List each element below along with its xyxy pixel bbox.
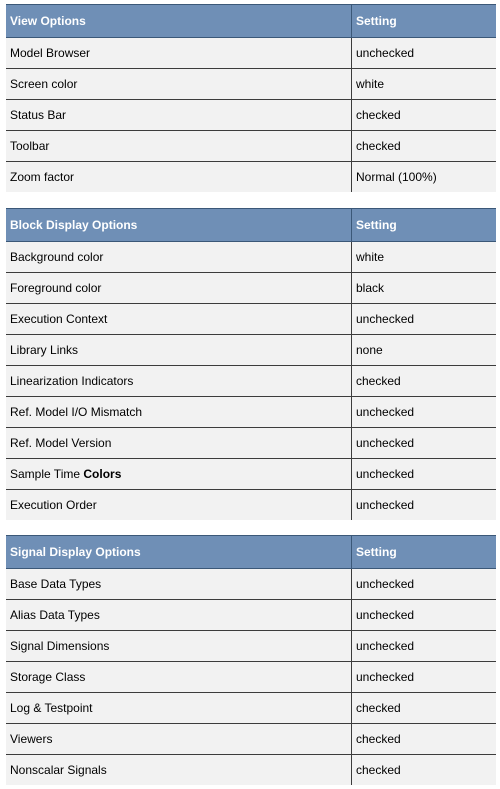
column-header-setting: Setting	[352, 5, 497, 38]
option-name: Ref. Model I/O Mismatch	[6, 397, 352, 428]
column-header-option: View Options	[6, 5, 352, 38]
option-name: Execution Context	[6, 304, 352, 335]
table-row	[6, 100, 496, 131]
option-name: Execution Order	[6, 490, 352, 521]
option-name: Log & Testpoint	[6, 693, 352, 724]
option-setting: checked	[352, 755, 497, 786]
option-setting: unchecked	[352, 569, 497, 600]
option-name: Viewers	[6, 724, 352, 755]
table-row	[6, 755, 496, 786]
option-setting: checked	[352, 724, 497, 755]
table-row	[6, 631, 496, 662]
table-row	[6, 273, 496, 304]
option-name-prefix: Sample Time	[10, 467, 84, 481]
table-row	[6, 662, 496, 693]
option-name: Ref. Model Version	[6, 428, 352, 459]
option-name: Model Browser	[6, 38, 352, 69]
table-row	[6, 569, 496, 600]
option-setting: Normal (100%)	[352, 162, 497, 193]
option-setting: unchecked	[352, 304, 497, 335]
table-row	[6, 335, 496, 366]
option-setting: unchecked	[352, 428, 497, 459]
option-name: Toolbar	[6, 131, 352, 162]
option-name: Foreground color	[6, 273, 352, 304]
option-setting: unchecked	[352, 397, 497, 428]
option-name: Zoom factor	[6, 162, 352, 193]
option-setting: unchecked	[352, 490, 497, 521]
option-name: Status Bar	[6, 100, 352, 131]
table-row	[6, 397, 496, 428]
table-row	[6, 490, 496, 521]
option-name: Linearization Indicators	[6, 366, 352, 397]
option-name: Signal Dimensions	[6, 631, 352, 662]
block-display-options-table	[6, 208, 496, 520]
option-setting: none	[352, 335, 497, 366]
option-setting: white	[352, 242, 497, 273]
option-name	[6, 459, 352, 490]
table-row	[6, 600, 496, 631]
table-row	[6, 459, 496, 490]
option-name: Alias Data Types	[6, 600, 352, 631]
option-setting: black	[352, 273, 497, 304]
table-row	[6, 131, 496, 162]
table-header-row	[6, 209, 496, 242]
table-row	[6, 69, 496, 100]
option-name: Base Data Types	[6, 569, 352, 600]
column-header-option: Block Display Options	[6, 209, 352, 242]
option-setting: unchecked	[352, 38, 497, 69]
table-row	[6, 242, 496, 273]
column-header-setting: Setting	[352, 209, 497, 242]
option-setting: unchecked	[352, 459, 497, 490]
table-row	[6, 724, 496, 755]
option-name: Library Links	[6, 335, 352, 366]
table-row	[6, 38, 496, 69]
option-name: Storage Class	[6, 662, 352, 693]
option-setting: checked	[352, 131, 497, 162]
option-name: Background color	[6, 242, 352, 273]
table-row	[6, 304, 496, 335]
option-name: Nonscalar Signals	[6, 755, 352, 786]
option-name-bold-word: Colors	[83, 467, 122, 481]
table-row	[6, 162, 496, 193]
option-setting: unchecked	[352, 600, 497, 631]
option-setting: checked	[352, 366, 497, 397]
option-name: Screen color	[6, 69, 352, 100]
option-setting: checked	[352, 100, 497, 131]
table-row	[6, 366, 496, 397]
table-header-row	[6, 5, 496, 38]
view-options-table	[6, 4, 496, 192]
table-row	[6, 693, 496, 724]
option-setting: unchecked	[352, 631, 497, 662]
option-setting: checked	[352, 693, 497, 724]
option-setting: unchecked	[352, 662, 497, 693]
table-header-row	[6, 536, 496, 569]
table-row	[6, 428, 496, 459]
option-setting: white	[352, 69, 497, 100]
column-header-setting: Setting	[352, 536, 497, 569]
signal-display-options-table	[6, 535, 496, 785]
column-header-option: Signal Display Options	[6, 536, 352, 569]
